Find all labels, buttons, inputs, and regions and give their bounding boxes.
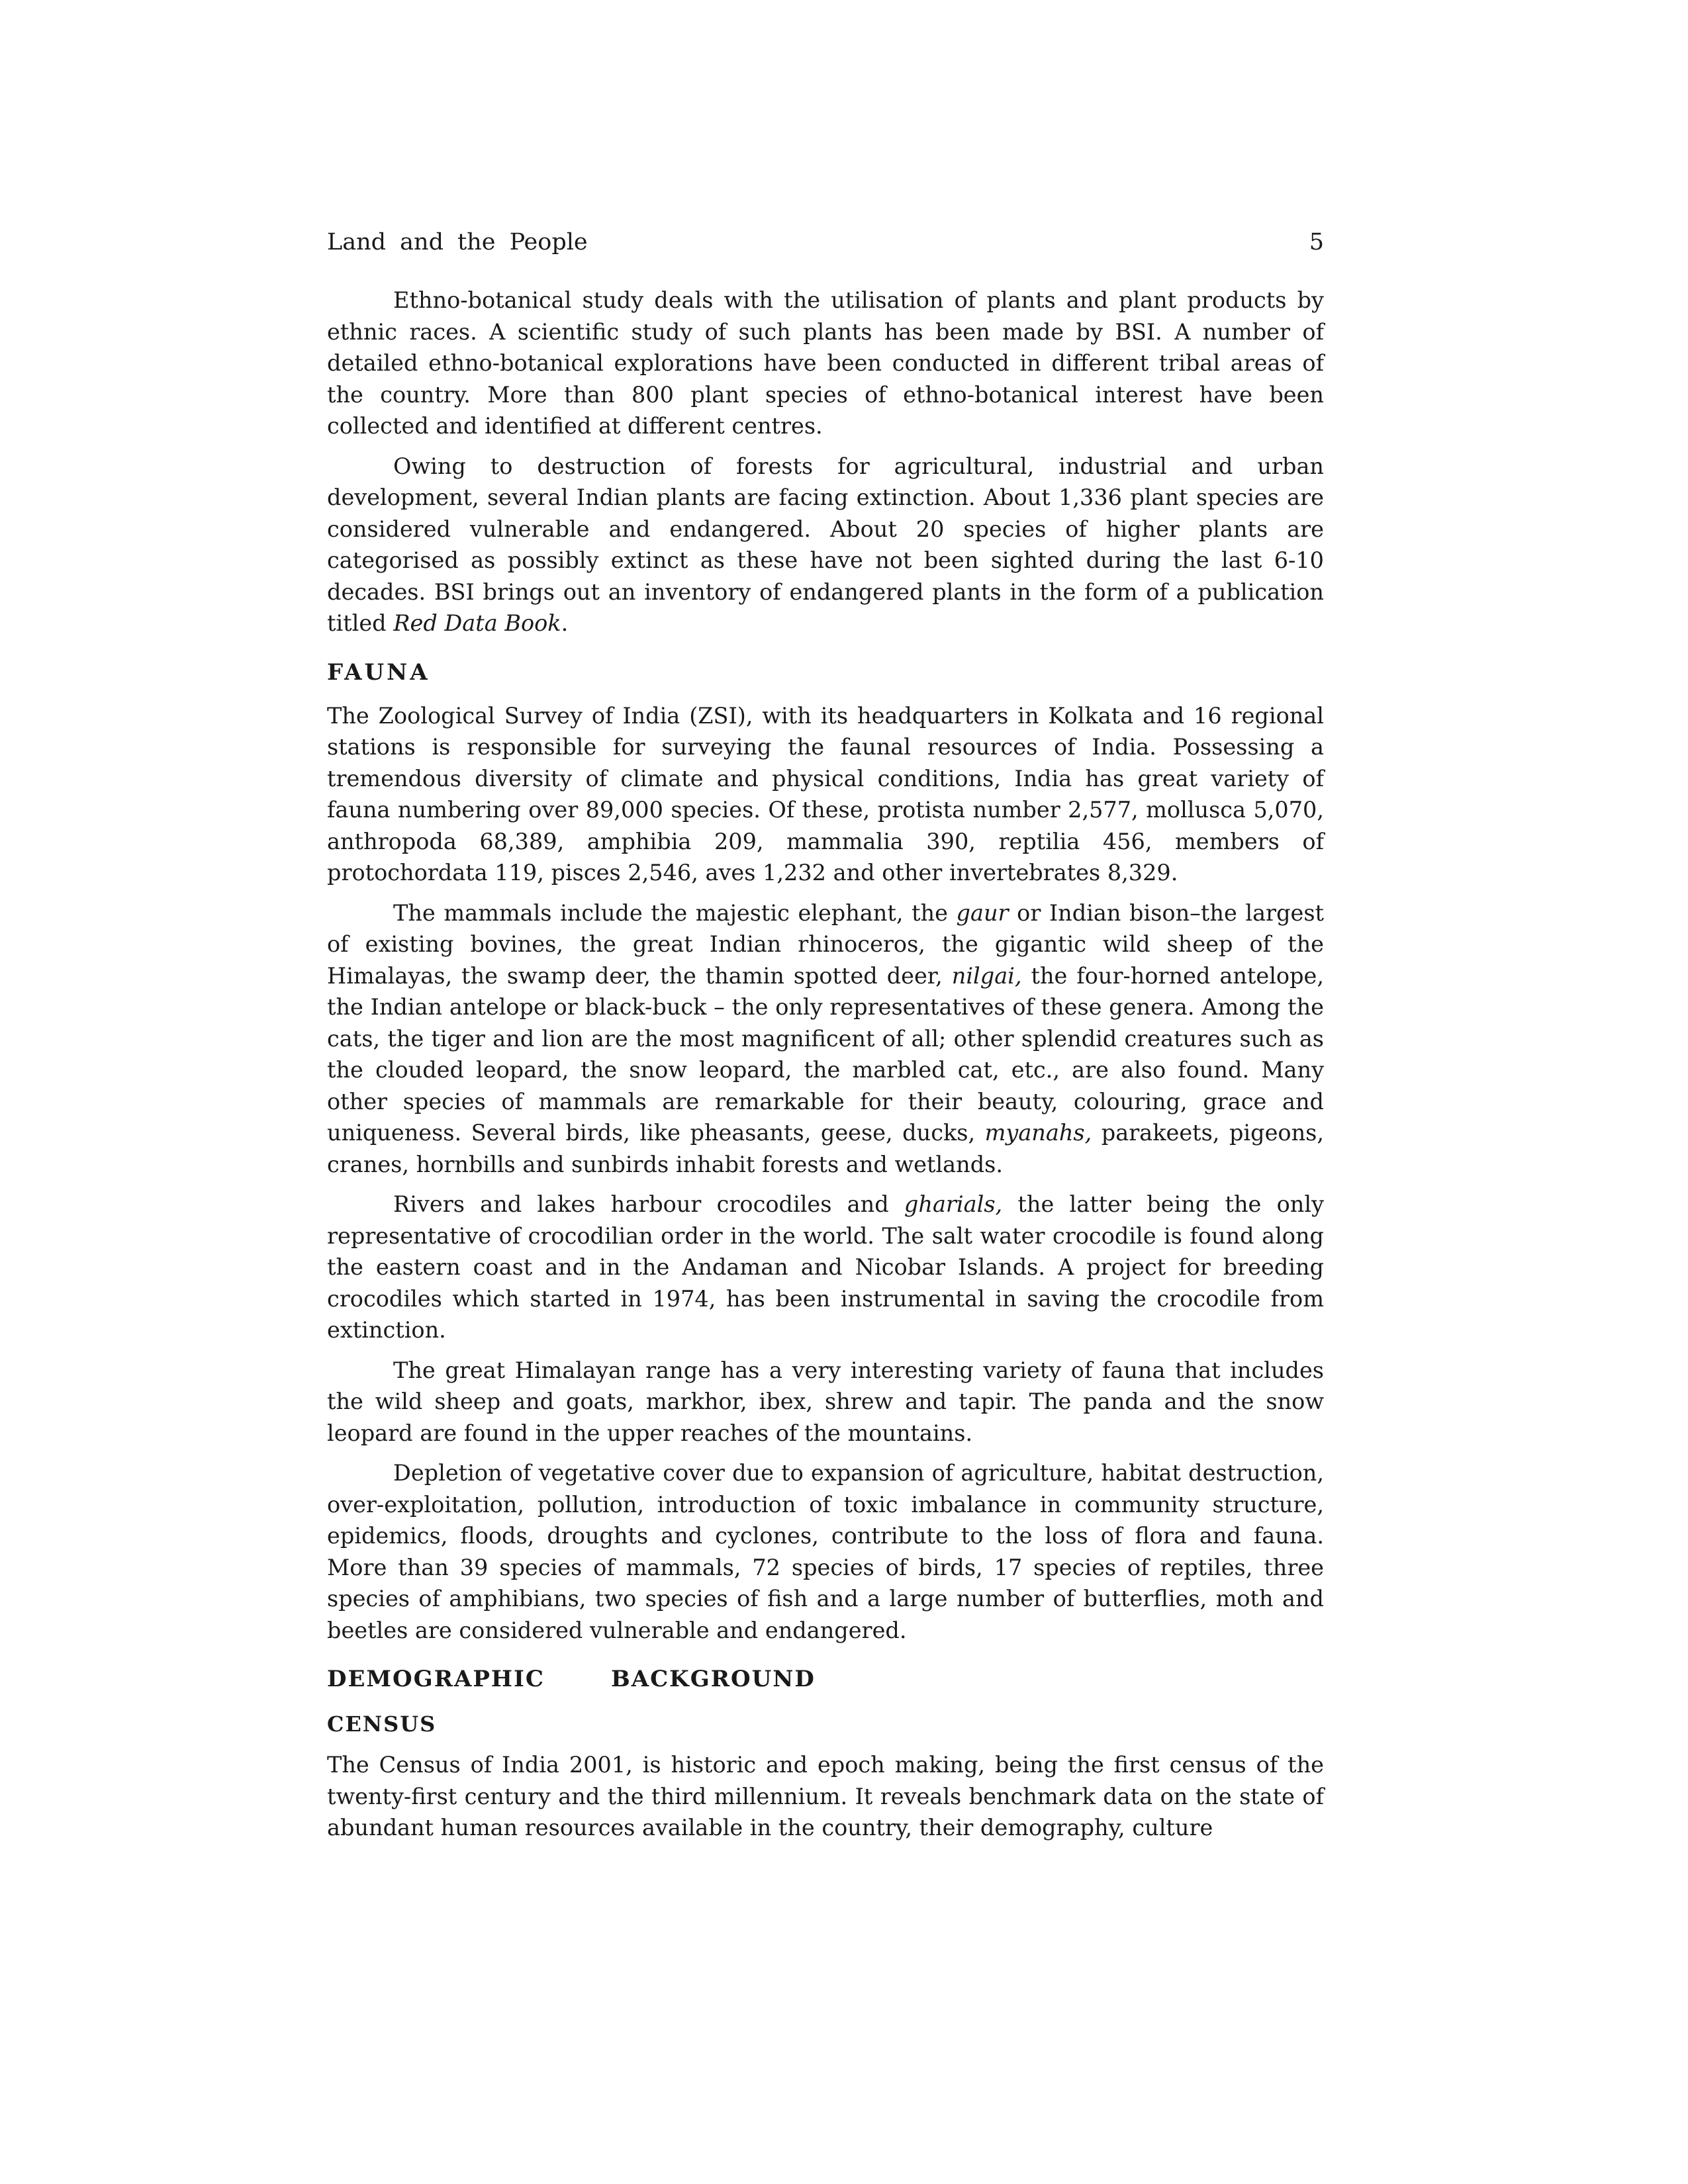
heading-word: BACKGROUND bbox=[610, 1666, 816, 1692]
italic-term: nilgai, bbox=[951, 962, 1022, 989]
italic-title: Red Data Book bbox=[393, 610, 561, 636]
census-paragraph-1: The Census of India 2001, is historic and epoch making, being the first census of the twenty-first century and the third millennium. It reveals benchmark data on the state of abundant human resources available in the country, their demography, culture bbox=[327, 1752, 1324, 1841]
text-run: the latter being the only representative of crocodilian order in the world. The salt water crocodile is found along the eastern coast and in the Andaman and Nicobar Islands. A project for breeding crocodiles which started in 1974, has been instrumental in saving the crocodile from extinction. bbox=[327, 1191, 1324, 1343]
demographic-heading bbox=[327, 1664, 1324, 1694]
running-header bbox=[327, 225, 1324, 259]
page-content bbox=[327, 225, 1324, 1852]
text-run: The mammals include the majestic elephant, the bbox=[393, 899, 957, 926]
fauna-paragraph-5: Depletion of vegetative cover due to expansion of agriculture, habitat destruction, over-exploitation, pollution, introduction of toxic imbalance in community structure, epidemics, floods, droughts and cyclones, contribute to the loss of flora and fauna. More than 39 species of mammals, 72 species of birds, 17 species of reptiles, three species of amphibians, two species of fish and a large number of butterflies, moth and beetles are considered vulnerable and endangered. bbox=[327, 1460, 1324, 1643]
page-number: 5 bbox=[1309, 229, 1324, 255]
text-run: . bbox=[561, 610, 569, 636]
flora-paragraph-2 bbox=[327, 451, 1324, 639]
text-run: Rivers and lakes harbour crocodiles and bbox=[393, 1191, 904, 1217]
text-run: parakeets, pigeons, cranes, hornbills and sunbirds inhabit forests and wetlands. bbox=[327, 1120, 1324, 1177]
fauna-paragraph-2 bbox=[327, 897, 1324, 1181]
running-title: Land and the People bbox=[327, 229, 588, 255]
census-heading: CENSUS bbox=[327, 1711, 437, 1737]
italic-term: myanahs, bbox=[984, 1120, 1092, 1146]
text-run: Owing to destruction of forests for agricultural, industrial and urban development, several Indian plants are facing extinction. About 1,336 plant species are considered vulnerable and endangered. About 20 species of higher plants are categorised as possibly extinct as these have not been sighted during the last 6-10 decades. BSI brings out an inventory of endangered plants in the form of a publication titled bbox=[327, 453, 1324, 636]
text-run: the four-horned antelope, the Indian antelope or black-buck – the only representatives of these genera. Among the cats, the tiger and lion are the most magnificent of all; other splendid creatures such as the clouded leopard, the snow leopard, the marbled cat, etc., are also found. Many other species of mammals are remarkable for their beauty, colouring, grace and uniqueness. Several birds, like pheasants, geese, ducks, bbox=[327, 962, 1324, 1146]
fauna-paragraph-1: The Zoological Survey of India (ZSI), with its headquarters in Kolkata and 16 regional stations is responsible for surveying the faunal resources of India. Possessing a tremendous diversity of climate and physical conditions, India has great variety of fauna numbering over 89,000 species. Of these, protista number 2,577, mollusca 5,070, anthropoda 68,389, amphibia 209, mammalia 390, reptilia 456, members of protochordata 119, pisces 2,546, aves 1,232 and other invertebrates 8,329. bbox=[327, 702, 1324, 886]
fauna-heading: FAUNA bbox=[327, 659, 430, 686]
text-run: or Indian bison–the largest of existing bovines, the great Indian rhinoceros, the gigantic wild sheep of the Himalayas, the swamp deer, the thamin spotted deer, bbox=[327, 899, 1324, 989]
flora-paragraph-1: Ethno-botanical study deals with the utilisation of plants and plant products by ethnic races. A scientific study of such plants has been made by BSI. A number of detailed ethno-botanical explorations have been conducted in different tribal areas of the country. More than 800 plant species of ethno-botanical interest have been collected and identified at different centres. bbox=[327, 287, 1324, 439]
italic-term: gharials, bbox=[904, 1191, 1003, 1217]
fauna-paragraph-3 bbox=[327, 1189, 1324, 1346]
fauna-paragraph-4: The great Himalayan range has a very interesting variety of fauna that includes the wild sheep and goats, markhor, ibex, shrew and tapir. The panda and the snow leopard are found in the upper reaches of the mountains. bbox=[327, 1357, 1324, 1446]
italic-term: gaur bbox=[956, 899, 1009, 926]
heading-word: DEMOGRAPHIC bbox=[327, 1666, 545, 1692]
